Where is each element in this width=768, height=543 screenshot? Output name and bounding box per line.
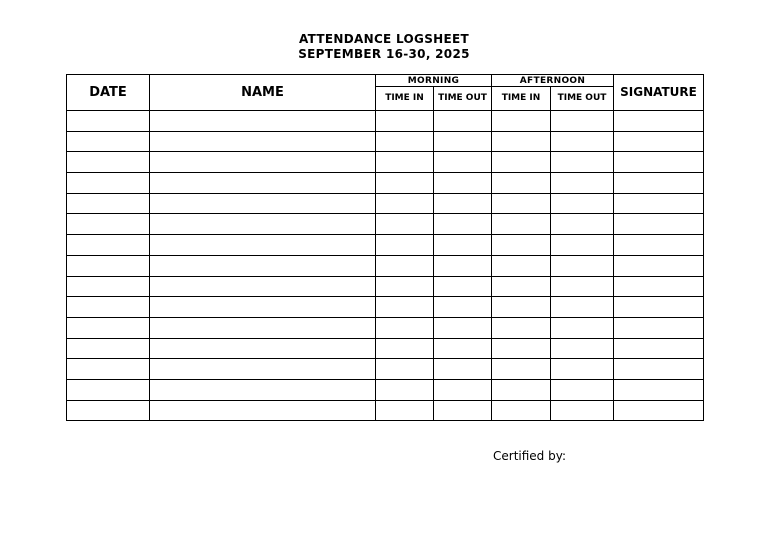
morning-time-out-cell[interactable] xyxy=(434,338,492,359)
name-cell[interactable] xyxy=(150,276,376,297)
morning-time-out-cell[interactable] xyxy=(434,173,492,194)
signature-cell[interactable] xyxy=(614,152,704,173)
morning-time-in-cell[interactable] xyxy=(376,111,434,132)
header-afternoon: AFTERNOON xyxy=(492,75,614,87)
header-morning-time-in: TIME IN xyxy=(376,87,434,111)
afternoon-time-in-cell[interactable] xyxy=(492,379,551,400)
morning-time-in-cell[interactable] xyxy=(376,317,434,338)
table-row xyxy=(67,152,704,173)
afternoon-time-in-cell[interactable] xyxy=(492,359,551,380)
table-row xyxy=(67,173,704,194)
table-row xyxy=(67,379,704,400)
morning-time-out-cell[interactable] xyxy=(434,235,492,256)
signature-cell[interactable] xyxy=(614,400,704,421)
table-row xyxy=(67,276,704,297)
afternoon-time-out-cell[interactable] xyxy=(551,131,614,152)
header-afternoon-time-in: TIME IN xyxy=(492,87,551,111)
table-row xyxy=(67,235,704,256)
date-cell[interactable] xyxy=(67,152,150,173)
table-row xyxy=(67,111,704,132)
morning-time-out-cell[interactable] xyxy=(434,359,492,380)
name-cell[interactable] xyxy=(150,193,376,214)
name-cell[interactable] xyxy=(150,173,376,194)
date-cell[interactable] xyxy=(67,297,150,318)
header-afternoon-time-out: TIME OUT xyxy=(551,87,614,111)
morning-time-out-cell[interactable] xyxy=(434,255,492,276)
name-cell[interactable] xyxy=(150,131,376,152)
signature-cell[interactable] xyxy=(614,131,704,152)
date-cell[interactable] xyxy=(67,193,150,214)
morning-time-out-cell[interactable] xyxy=(434,400,492,421)
afternoon-time-in-cell[interactable] xyxy=(492,111,551,132)
date-cell[interactable] xyxy=(67,131,150,152)
afternoon-time-out-cell[interactable] xyxy=(551,359,614,380)
table-row xyxy=(67,131,704,152)
afternoon-time-in-cell[interactable] xyxy=(492,400,551,421)
afternoon-time-out-cell[interactable] xyxy=(551,379,614,400)
morning-time-in-cell[interactable] xyxy=(376,152,434,173)
table-row xyxy=(67,214,704,235)
table-row xyxy=(67,255,704,276)
certified-by-label: Certified by: xyxy=(493,449,566,463)
signature-cell[interactable] xyxy=(614,111,704,132)
morning-time-in-cell[interactable] xyxy=(376,379,434,400)
afternoon-time-out-cell[interactable] xyxy=(551,276,614,297)
morning-time-in-cell[interactable] xyxy=(376,297,434,318)
name-cell[interactable] xyxy=(150,400,376,421)
date-cell[interactable] xyxy=(67,379,150,400)
name-cell[interactable] xyxy=(150,214,376,235)
morning-time-out-cell[interactable] xyxy=(434,379,492,400)
signature-cell[interactable] xyxy=(614,276,704,297)
morning-time-in-cell[interactable] xyxy=(376,400,434,421)
header-date: DATE xyxy=(67,75,150,111)
afternoon-time-in-cell[interactable] xyxy=(492,297,551,318)
signature-cell[interactable] xyxy=(614,317,704,338)
afternoon-time-in-cell[interactable] xyxy=(492,173,551,194)
afternoon-time-out-cell[interactable] xyxy=(551,214,614,235)
date-cell[interactable] xyxy=(67,359,150,380)
signature-cell[interactable] xyxy=(614,214,704,235)
morning-time-out-cell[interactable] xyxy=(434,276,492,297)
name-cell[interactable] xyxy=(150,235,376,256)
header-morning-time-out: TIME OUT xyxy=(434,87,492,111)
morning-time-in-cell[interactable] xyxy=(376,359,434,380)
table-row xyxy=(67,359,704,380)
signature-cell[interactable] xyxy=(614,379,704,400)
table-row xyxy=(67,400,704,421)
name-cell[interactable] xyxy=(150,379,376,400)
afternoon-time-out-cell[interactable] xyxy=(551,317,614,338)
afternoon-time-out-cell[interactable] xyxy=(551,297,614,318)
morning-time-out-cell[interactable] xyxy=(434,131,492,152)
morning-time-out-cell[interactable] xyxy=(434,297,492,318)
name-cell[interactable] xyxy=(150,338,376,359)
date-cell[interactable] xyxy=(67,235,150,256)
table-row xyxy=(67,338,704,359)
afternoon-time-in-cell[interactable] xyxy=(492,276,551,297)
afternoon-time-in-cell[interactable] xyxy=(492,131,551,152)
afternoon-time-out-cell[interactable] xyxy=(551,338,614,359)
date-cell[interactable] xyxy=(67,214,150,235)
signature-cell[interactable] xyxy=(614,193,704,214)
morning-time-out-cell[interactable] xyxy=(434,317,492,338)
header-name: NAME xyxy=(150,75,376,111)
date-cell[interactable] xyxy=(67,400,150,421)
document-title: ATTENDANCE LOGSHEET xyxy=(299,32,469,46)
signature-cell[interactable] xyxy=(614,338,704,359)
afternoon-time-out-cell[interactable] xyxy=(551,255,614,276)
morning-time-in-cell[interactable] xyxy=(376,235,434,256)
name-cell[interactable] xyxy=(150,111,376,132)
date-cell[interactable] xyxy=(67,255,150,276)
morning-time-out-cell[interactable] xyxy=(434,111,492,132)
afternoon-time-out-cell[interactable] xyxy=(551,400,614,421)
afternoon-time-in-cell[interactable] xyxy=(492,152,551,173)
attendance-table xyxy=(66,74,704,421)
table-row xyxy=(67,317,704,338)
afternoon-time-in-cell[interactable] xyxy=(492,214,551,235)
afternoon-time-out-cell[interactable] xyxy=(551,235,614,256)
morning-time-out-cell[interactable] xyxy=(434,152,492,173)
afternoon-time-in-cell[interactable] xyxy=(492,338,551,359)
table-row xyxy=(67,193,704,214)
afternoon-time-in-cell[interactable] xyxy=(492,255,551,276)
morning-time-out-cell[interactable] xyxy=(434,193,492,214)
afternoon-time-in-cell[interactable] xyxy=(492,235,551,256)
morning-time-in-cell[interactable] xyxy=(376,193,434,214)
afternoon-time-out-cell[interactable] xyxy=(551,152,614,173)
morning-time-in-cell[interactable] xyxy=(376,276,434,297)
afternoon-time-in-cell[interactable] xyxy=(492,193,551,214)
morning-time-in-cell[interactable] xyxy=(376,255,434,276)
date-cell[interactable] xyxy=(67,317,150,338)
afternoon-time-out-cell[interactable] xyxy=(551,173,614,194)
signature-cell[interactable] xyxy=(614,297,704,318)
morning-time-in-cell[interactable] xyxy=(376,338,434,359)
document-date-range: SEPTEMBER 16-30, 2025 xyxy=(298,47,470,61)
date-cell[interactable] xyxy=(67,173,150,194)
signature-cell[interactable] xyxy=(614,359,704,380)
header-signature: SIGNATURE xyxy=(614,75,704,111)
name-cell[interactable] xyxy=(150,359,376,380)
afternoon-time-in-cell[interactable] xyxy=(492,317,551,338)
table-row xyxy=(67,297,704,318)
name-cell[interactable] xyxy=(150,255,376,276)
header-morning: MORNING xyxy=(376,75,492,87)
attendance-rows xyxy=(67,111,704,421)
name-cell[interactable] xyxy=(150,152,376,173)
date-cell[interactable] xyxy=(67,338,150,359)
morning-time-in-cell[interactable] xyxy=(376,173,434,194)
signature-cell[interactable] xyxy=(614,255,704,276)
morning-time-in-cell[interactable] xyxy=(376,214,434,235)
afternoon-time-out-cell[interactable] xyxy=(551,193,614,214)
name-cell[interactable] xyxy=(150,297,376,318)
morning-time-in-cell[interactable] xyxy=(376,131,434,152)
signature-cell[interactable] xyxy=(614,173,704,194)
date-cell[interactable] xyxy=(67,276,150,297)
afternoon-time-out-cell[interactable] xyxy=(551,111,614,132)
name-cell[interactable] xyxy=(150,317,376,338)
morning-time-out-cell[interactable] xyxy=(434,214,492,235)
date-cell[interactable] xyxy=(67,111,150,132)
signature-cell[interactable] xyxy=(614,235,704,256)
document-header xyxy=(0,32,768,62)
